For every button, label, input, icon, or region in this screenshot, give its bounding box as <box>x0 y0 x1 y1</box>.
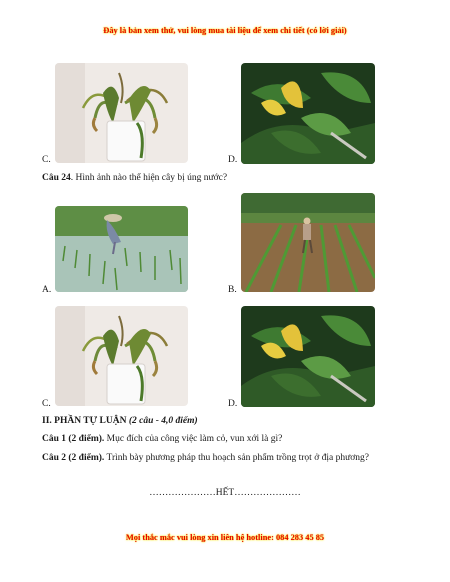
question-24 <box>42 173 227 183</box>
wilted-plant-photo <box>55 63 188 163</box>
essay-question-1 <box>42 434 282 444</box>
option-a-label: A. <box>42 285 52 295</box>
header-notice: Đây là bản xem thử, vui lòng mua tài liệu để xem chi tiết (có lời giải) <box>103 26 347 35</box>
essay-question-2 <box>42 453 369 463</box>
yellow-leaf-plant-photo-2 <box>241 306 375 407</box>
essay-question-2-number: Câu 2 (2 điểm). <box>42 453 105 463</box>
flooded-field-photo <box>55 206 188 292</box>
option-d-label: D. <box>228 155 238 165</box>
wilted-plant-photo-2 <box>55 306 188 406</box>
corn-field-photo <box>241 193 375 292</box>
footer-notice: Mọi thắc mắc vui lòng xin liên hệ hotline: 084 283 45 85 <box>125 533 325 542</box>
section-heading <box>42 416 198 426</box>
question-24-number: Câu 24 <box>42 173 71 183</box>
option-c2-label: C. <box>42 399 51 409</box>
section-points: (2 câu - 4,0 điểm) <box>128 416 198 426</box>
essay-question-1-number: Câu 1 (2 điểm). <box>42 434 105 444</box>
option-c-label: C. <box>42 155 51 165</box>
question-24-text: . Hình ảnh nào thể hiện cây bị úng nước? <box>70 173 228 183</box>
end-marker: …………………HẾT………………… <box>149 488 301 498</box>
option-d2-label: D. <box>228 399 238 409</box>
section-title: II. PHẦN TỰ LUẬN <box>42 416 127 426</box>
essay-question-2-text: Trình bày phương pháp thu hoạch sản phẩm trồng trọt ở địa phương? <box>104 453 369 463</box>
yellow-leaf-plant-photo <box>241 63 375 164</box>
option-b-label: B. <box>228 285 237 295</box>
essay-question-1-text: Mục đích của công việc làm cỏ, vun xới là gì? <box>104 434 283 444</box>
